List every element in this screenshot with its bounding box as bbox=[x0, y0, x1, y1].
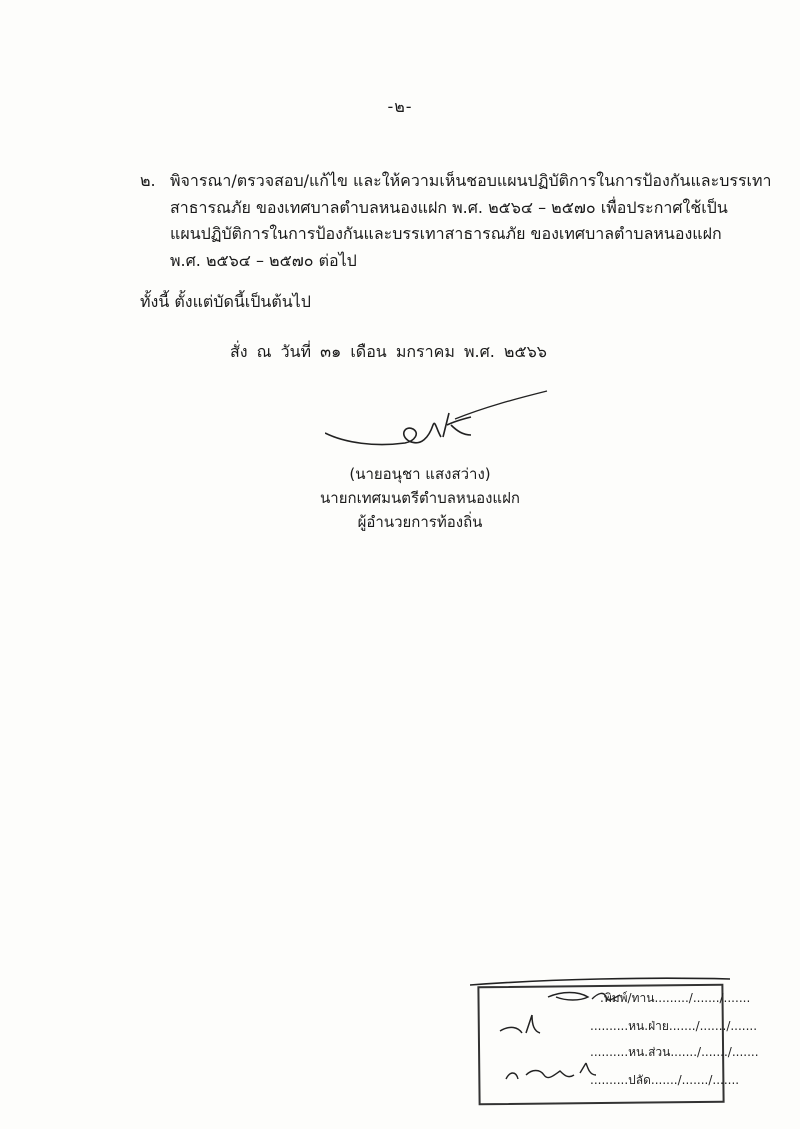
order-date: สั่ง ณ วันที่ ๓๑ เดือน มกราคม พ.ศ. ๒๕๖๖ bbox=[230, 342, 547, 361]
effective-statement: ทั้งนี้ ตั้งแต่บัดนี้เป็นต้นไป bbox=[140, 292, 311, 311]
stamp-row-division-head: ..........หน.ส่วน......./......./....... bbox=[590, 1045, 759, 1059]
item-number: ๒. bbox=[140, 171, 156, 190]
approval-stamp bbox=[470, 975, 759, 1105]
item-line-4: พ.ศ. ๒๕๖๔ – ๒๕๗๐ ต่อไป bbox=[170, 250, 357, 270]
item-line-3: แผนปฏิบัติการในการป้องกันและบรรเทาสาธารณภัย ของเทศบาลตำบลหนองแฝก bbox=[170, 224, 722, 243]
item-line-1: พิจารณา/ตรวจสอบ/แก้ไข และให้ความเห็นชอบแผนปฏิบัติการในการป้องกันและบรรเทา bbox=[170, 171, 772, 190]
signatory-block bbox=[290, 462, 550, 534]
signatory-role: ผู้อำนวยการท้องถิ่น bbox=[357, 513, 483, 531]
page-number: -๒- bbox=[387, 97, 413, 116]
signatory-position: นายกเทศมนตรีตำบลหนองแฝก bbox=[320, 489, 520, 507]
signatory-name: (นายอนุชา แสงสว่าง) bbox=[349, 465, 491, 483]
stamp-row-deputy: ..........ปลัด......./......./....... bbox=[590, 1073, 740, 1087]
stamp-row-typist: .พิมพ์/ทาน........./......./....... bbox=[600, 991, 751, 1005]
item-line-2: สาธารณภัย ของเทศบาลตำบลหนองแฝก พ.ศ. ๒๕๖๔ – ๒๕๗๐ เพื่อประกาศใช้เป็น bbox=[170, 197, 728, 217]
handwritten-signature bbox=[325, 385, 565, 465]
stamp-row-section-head: ..........หน.ฝ่าย......./......./....... bbox=[590, 1019, 758, 1033]
